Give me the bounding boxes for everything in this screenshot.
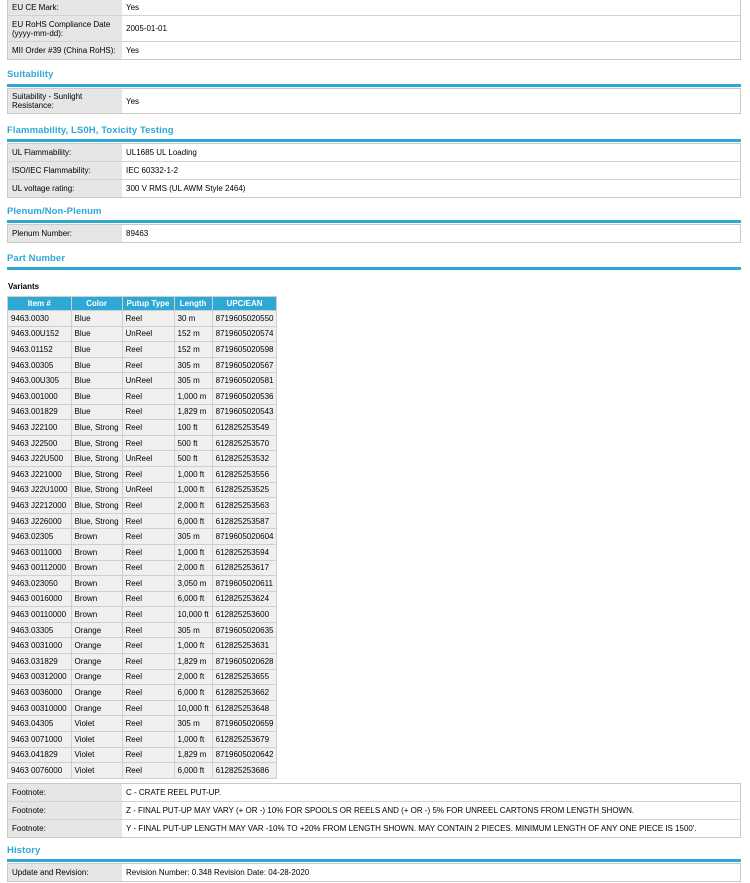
variant-row — [8, 389, 276, 404]
putup-type-cell: Reel — [123, 561, 174, 576]
color-cell: Blue — [72, 358, 122, 373]
length-cell: 6,000 ft — [175, 514, 212, 529]
spec-value: Yes — [126, 96, 140, 106]
putup-type-cell: Reel — [123, 748, 174, 763]
variant-row — [8, 701, 276, 716]
color-cell: Blue, Strong — [72, 514, 122, 529]
item-number-cell: 9463.001000 — [8, 389, 71, 404]
item-number-cell: 9463 J22U500 — [8, 451, 71, 466]
spec-value: UL1685 UL Loading — [126, 148, 197, 157]
variant-row — [8, 420, 276, 435]
putup-type-cell: Reel — [123, 670, 174, 685]
putup-type-cell: UnReel — [123, 483, 174, 498]
length-cell: 305 m — [175, 716, 212, 731]
putup-type-cell: Reel — [123, 545, 174, 560]
color-cell: Blue, Strong — [72, 498, 122, 513]
variant-row — [8, 311, 276, 326]
variant-row — [8, 373, 276, 388]
putup-type-cell: Reel — [123, 732, 174, 747]
length-cell: 6,000 ft — [175, 763, 212, 778]
item-number-cell: 9463 J221000 — [8, 467, 71, 482]
spec-label: UL voltage rating: — [8, 180, 122, 197]
color-cell: Blue — [72, 373, 122, 388]
variant-row — [8, 436, 276, 451]
length-cell: 152 m — [175, 342, 212, 357]
upc-ean-cell: 8719605020567 — [213, 358, 277, 373]
upc-ean-cell: 8719605020536 — [213, 389, 277, 404]
color-cell: Orange — [72, 638, 122, 653]
upc-ean-cell: 612825253600 — [213, 607, 277, 622]
variant-row — [8, 561, 276, 576]
item-number-cell: 9463.00305 — [8, 358, 71, 373]
variant-row — [8, 748, 276, 763]
length-cell: 3,050 m — [175, 576, 212, 591]
spec-label: EU CE Mark: — [8, 0, 122, 15]
column-header-color: Color — [72, 297, 122, 310]
length-cell: 1,000 ft — [175, 545, 212, 560]
item-number-cell: 9463 00110000 — [8, 607, 71, 622]
putup-type-cell: Reel — [123, 420, 174, 435]
item-number-cell: 9463.00U152 — [8, 327, 71, 342]
variant-row — [8, 685, 276, 700]
color-cell: Blue — [72, 327, 122, 342]
footnote-label: Footnote: — [8, 802, 122, 819]
item-number-cell: 9463 0071000 — [8, 732, 71, 747]
upc-ean-cell: 612825253549 — [213, 420, 277, 435]
item-number-cell: 9463.031829 — [8, 654, 71, 669]
spec-value: Yes — [126, 46, 140, 55]
putup-type-cell: Reel — [123, 685, 174, 700]
length-cell: 305 m — [175, 373, 212, 388]
upc-ean-cell: 612825253648 — [213, 701, 277, 716]
footnote-row — [8, 820, 740, 837]
item-number-cell: 9463 J22100 — [8, 420, 71, 435]
section-divider — [7, 267, 741, 270]
color-cell: Violet — [72, 716, 122, 731]
item-number-cell: 9463.041829 — [8, 748, 71, 763]
upc-ean-cell: 612825253532 — [213, 451, 277, 466]
variant-row — [8, 451, 276, 466]
upc-ean-cell: 612825253655 — [213, 670, 277, 685]
color-cell: Brown — [72, 529, 122, 544]
item-number-cell: 9463 0031000 — [8, 638, 71, 653]
footnote-text: Y - FINAL PUT-UP LENGTH MAY VAR -10% TO +20% FROM LENGTH SHOWN. MAY CONTAIN 2 PIECES. MINIMUM LENGTH OF ANY ONE PIECE IS 1500'. — [126, 824, 697, 833]
spec-row — [8, 225, 740, 242]
spec-value: IEC 60332-1-2 — [126, 166, 179, 175]
upc-ean-cell: 612825253556 — [213, 467, 277, 482]
spec-label: Suitability - Sunlight Resistance: — [8, 89, 122, 113]
suitability-table — [7, 88, 741, 114]
variant-row — [8, 716, 276, 731]
color-cell: Brown — [72, 607, 122, 622]
color-cell: Brown — [72, 576, 122, 591]
upc-ean-cell: 8719605020604 — [213, 529, 277, 544]
color-cell: Violet — [72, 732, 122, 747]
spec-value: Revision Number: 0.348 Revision Date: 04-28-2020 — [126, 868, 310, 877]
length-cell: 305 m — [175, 358, 212, 373]
column-header-length: Length — [175, 297, 212, 310]
putup-type-cell: UnReel — [123, 327, 174, 342]
length-cell: 1,000 ft — [175, 638, 212, 653]
length-cell: 152 m — [175, 327, 212, 342]
section-title-plenum: Plenum/Non-Plenum — [7, 206, 102, 217]
section-title-history: History — [7, 845, 41, 856]
putup-type-cell: Reel — [123, 436, 174, 451]
item-number-cell: 9463 00112000 — [8, 561, 71, 576]
upc-ean-cell: 8719605020543 — [213, 405, 277, 420]
putup-type-cell: Reel — [123, 498, 174, 513]
length-cell: 100 ft — [175, 420, 212, 435]
variant-row — [8, 498, 276, 513]
spec-label: ISO/IEC Flammability: — [8, 162, 122, 179]
length-cell: 1,000 ft — [175, 483, 212, 498]
spec-row — [8, 144, 740, 162]
item-number-cell: 9463 0076000 — [8, 763, 71, 778]
length-cell: 1,829 m — [175, 748, 212, 763]
section-divider — [7, 84, 741, 87]
item-number-cell: 9463 0011000 — [8, 545, 71, 560]
upc-ean-cell: 612825253563 — [213, 498, 277, 513]
putup-type-cell: Reel — [123, 763, 174, 778]
footnote-row — [8, 784, 740, 802]
upc-ean-cell: 8719605020659 — [213, 716, 277, 731]
variant-row — [8, 483, 276, 498]
putup-type-cell: UnReel — [123, 373, 174, 388]
spec-row — [8, 89, 740, 113]
item-number-cell: 9463.0030 — [8, 311, 71, 326]
footnotes-table — [7, 783, 741, 838]
color-cell: Blue, Strong — [72, 436, 122, 451]
spec-row — [8, 180, 740, 197]
variant-row — [8, 623, 276, 638]
upc-ean-cell: 612825253570 — [213, 436, 277, 451]
item-number-cell: 9463 00310000 — [8, 701, 71, 716]
length-cell: 6,000 ft — [175, 592, 212, 607]
putup-type-cell: Reel — [123, 389, 174, 404]
length-cell: 2,000 ft — [175, 670, 212, 685]
color-cell: Brown — [72, 561, 122, 576]
column-header-item: Item # — [8, 297, 71, 310]
putup-type-cell: Reel — [123, 529, 174, 544]
color-cell: Blue — [72, 311, 122, 326]
variants-table — [7, 296, 277, 779]
putup-type-cell: Reel — [123, 514, 174, 529]
item-number-cell: 9463 J226000 — [8, 514, 71, 529]
footnote-row — [8, 802, 740, 820]
color-cell: Blue, Strong — [72, 420, 122, 435]
color-cell: Orange — [72, 701, 122, 716]
upc-ean-cell: 8719605020635 — [213, 623, 277, 638]
putup-type-cell: Reel — [123, 701, 174, 716]
length-cell: 1,000 ft — [175, 732, 212, 747]
spec-value: 2005-01-01 — [126, 24, 167, 33]
putup-type-cell: Reel — [123, 467, 174, 482]
footnote-label: Footnote: — [8, 820, 122, 837]
footnote-text: C - CRATE REEL PUT-UP. — [126, 788, 221, 797]
color-cell: Violet — [72, 748, 122, 763]
color-cell: Blue — [72, 342, 122, 357]
length-cell: 30 m — [175, 311, 212, 326]
variant-row — [8, 405, 276, 420]
upc-ean-cell: 612825253686 — [213, 763, 277, 778]
length-cell: 2,000 ft — [175, 561, 212, 576]
color-cell: Blue, Strong — [72, 467, 122, 482]
upc-ean-cell: 8719605020581 — [213, 373, 277, 388]
upc-ean-cell: 8719605020628 — [213, 654, 277, 669]
item-number-cell: 9463 0036000 — [8, 685, 71, 700]
spec-row — [8, 0, 740, 16]
length-cell: 6,000 ft — [175, 685, 212, 700]
spec-label: UL Flammability: — [8, 144, 122, 161]
upc-ean-cell: 612825253679 — [213, 732, 277, 747]
putup-type-cell: Reel — [123, 342, 174, 357]
variant-row — [8, 327, 276, 342]
section-title-suitability: Suitability — [7, 69, 54, 80]
spec-label: EU RoHS Compliance Date (yyyy-mm-dd): — [8, 16, 122, 41]
compliance-table — [7, 0, 741, 60]
variant-row — [8, 763, 276, 778]
spec-value: Yes — [126, 3, 140, 12]
length-cell: 1,829 m — [175, 405, 212, 420]
upc-ean-cell: 612825253525 — [213, 483, 277, 498]
footnote-label: Footnote: — [8, 784, 122, 801]
plenum-table — [7, 224, 741, 243]
color-cell: Brown — [72, 592, 122, 607]
upc-ean-cell: 612825253624 — [213, 592, 277, 607]
section-divider — [7, 139, 741, 142]
item-number-cell: 9463 00312000 — [8, 670, 71, 685]
putup-type-cell: Reel — [123, 311, 174, 326]
item-number-cell: 9463.03305 — [8, 623, 71, 638]
upc-ean-cell: 612825253594 — [213, 545, 277, 560]
variants-label: Variants — [8, 282, 40, 291]
putup-type-cell: Reel — [123, 638, 174, 653]
length-cell: 500 ft — [175, 436, 212, 451]
putup-type-cell: Reel — [123, 607, 174, 622]
column-header-putup-type: Putup Type — [123, 297, 174, 310]
spec-label: Update and Revision: — [8, 864, 122, 881]
length-cell: 10,000 ft — [175, 607, 212, 622]
upc-ean-cell: 8719605020550 — [213, 311, 277, 326]
section-title-flammability: Flammability, LS0H, Toxicity Testing — [7, 125, 174, 136]
color-cell: Blue — [72, 389, 122, 404]
item-number-cell: 9463.001829 — [8, 405, 71, 420]
footnote-text: Z - FINAL PUT-UP MAY VARY (+ OR -) 10% FOR SPOOLS OR REELS AND (+ OR -) 5% FOR UNREEL CARTONS FROM LENGTH SHOWN. — [126, 806, 635, 815]
color-cell: Brown — [72, 545, 122, 560]
item-number-cell: 9463 0016000 — [8, 592, 71, 607]
item-number-cell: 9463.04305 — [8, 716, 71, 731]
putup-type-cell: Reel — [123, 358, 174, 373]
length-cell: 1,829 m — [175, 654, 212, 669]
color-cell: Blue, Strong — [72, 483, 122, 498]
variant-row — [8, 607, 276, 622]
putup-type-cell: Reel — [123, 405, 174, 420]
section-divider — [7, 220, 741, 223]
upc-ean-cell: 8719605020574 — [213, 327, 277, 342]
spec-row — [8, 864, 740, 881]
upc-ean-cell: 612825253587 — [213, 514, 277, 529]
upc-ean-cell: 8719605020642 — [213, 748, 277, 763]
upc-ean-cell: 612825253662 — [213, 685, 277, 700]
variant-row — [8, 514, 276, 529]
putup-type-cell: Reel — [123, 654, 174, 669]
item-number-cell: 9463 J22500 — [8, 436, 71, 451]
length-cell: 500 ft — [175, 451, 212, 466]
color-cell: Orange — [72, 654, 122, 669]
variant-row — [8, 592, 276, 607]
flammability-table — [7, 143, 741, 198]
length-cell: 1,000 ft — [175, 467, 212, 482]
putup-type-cell: Reel — [123, 592, 174, 607]
variant-row — [8, 467, 276, 482]
item-number-cell: 9463.023050 — [8, 576, 71, 591]
spec-row — [8, 162, 740, 180]
color-cell: Orange — [72, 623, 122, 638]
length-cell: 305 m — [175, 529, 212, 544]
color-cell: Orange — [72, 670, 122, 685]
variants-header-row — [8, 297, 276, 310]
item-number-cell: 9463 J22U1000 — [8, 483, 71, 498]
variant-row — [8, 342, 276, 357]
variant-row — [8, 576, 276, 591]
upc-ean-cell: 8719605020598 — [213, 342, 277, 357]
item-number-cell: 9463.02305 — [8, 529, 71, 544]
variant-row — [8, 670, 276, 685]
length-cell: 305 m — [175, 623, 212, 638]
color-cell: Blue, Strong — [72, 451, 122, 466]
length-cell: 2,000 ft — [175, 498, 212, 513]
spec-value: 300 V RMS (UL AWM Style 2464) — [126, 184, 246, 193]
column-header-upc-ean: UPC/EAN — [213, 297, 277, 310]
putup-type-cell: Reel — [123, 716, 174, 731]
length-cell: 1,000 m — [175, 389, 212, 404]
spec-label: Plenum Number: — [8, 225, 122, 242]
item-number-cell: 9463 J2212000 — [8, 498, 71, 513]
section-divider — [7, 859, 741, 862]
variant-row — [8, 358, 276, 373]
length-cell: 10,000 ft — [175, 701, 212, 716]
spec-row — [8, 42, 740, 59]
color-cell: Blue — [72, 405, 122, 420]
upc-ean-cell: 612825253631 — [213, 638, 277, 653]
variant-row — [8, 732, 276, 747]
item-number-cell: 9463.00U305 — [8, 373, 71, 388]
upc-ean-cell: 8719605020611 — [213, 576, 277, 591]
variant-row — [8, 638, 276, 653]
spec-label: MII Order #39 (China RoHS): — [8, 42, 122, 59]
color-cell: Violet — [72, 763, 122, 778]
putup-type-cell: UnReel — [123, 451, 174, 466]
variant-row — [8, 545, 276, 560]
color-cell: Orange — [72, 685, 122, 700]
putup-type-cell: Reel — [123, 576, 174, 591]
section-title-part-number: Part Number — [7, 253, 66, 264]
spec-value: 89463 — [126, 229, 149, 238]
history-table — [7, 863, 741, 882]
putup-type-cell: Reel — [123, 623, 174, 638]
spec-row — [8, 16, 740, 42]
variant-row — [8, 654, 276, 669]
variant-row — [8, 529, 276, 544]
item-number-cell: 9463.01152 — [8, 342, 71, 357]
upc-ean-cell: 612825253617 — [213, 561, 277, 576]
